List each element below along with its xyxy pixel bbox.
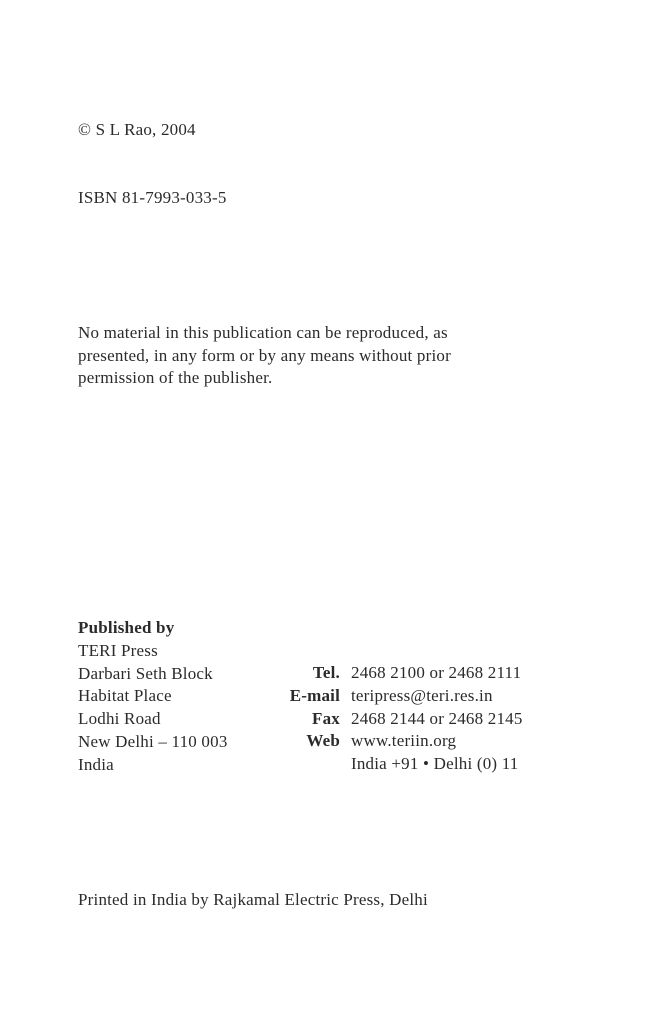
tel-value: 2468 2100 or 2468 2111: [351, 663, 522, 682]
notice-line: No material in this publication can be reproduced, as: [78, 323, 448, 342]
fax-label: Fax: [312, 708, 340, 728]
fax-value: 2468 2144 or 2468 2145: [351, 708, 523, 728]
dial-codes-value: India +91 • Delhi (0) 11: [351, 754, 519, 774]
address-line: Habitat Place: [78, 686, 172, 706]
contact-row-email: [270, 685, 523, 708]
contact-row-fax: [270, 708, 523, 731]
address-line: Darbari Seth Block: [78, 663, 213, 683]
email-label: E-mail: [289, 685, 340, 705]
isbn: ISBN 81-7993-033-5: [78, 188, 227, 207]
email-value: teripress@teri.res.in: [351, 685, 493, 705]
publisher-name: TERI Press: [78, 640, 158, 660]
copyright-notice: © S L Rao, 2004: [78, 120, 196, 139]
notice-line: permission of the publisher.: [78, 368, 273, 387]
printer-notice: Printed in India by Rajkamal Electric Press, Delhi: [78, 890, 428, 909]
web-value: www.teriin.org: [351, 731, 457, 751]
contact-block: [270, 662, 523, 776]
address-line: Lodhi Road: [78, 709, 161, 729]
publisher-block: [78, 617, 228, 777]
web-label: Web: [306, 731, 340, 751]
address-line: New Delhi – 110 003: [78, 731, 228, 751]
contact-row-dial-codes: [270, 753, 523, 776]
address-line: India: [78, 754, 114, 774]
notice-line: presented, in any form or by any means without prior: [78, 345, 451, 365]
dial-codes-label: [270, 753, 351, 776]
tel-label: Tel.: [312, 663, 340, 682]
contact-row-web: [270, 730, 523, 753]
reproduction-notice: [78, 322, 451, 390]
contact-row-tel: [270, 662, 523, 685]
publisher-heading: Published by: [78, 618, 175, 637]
